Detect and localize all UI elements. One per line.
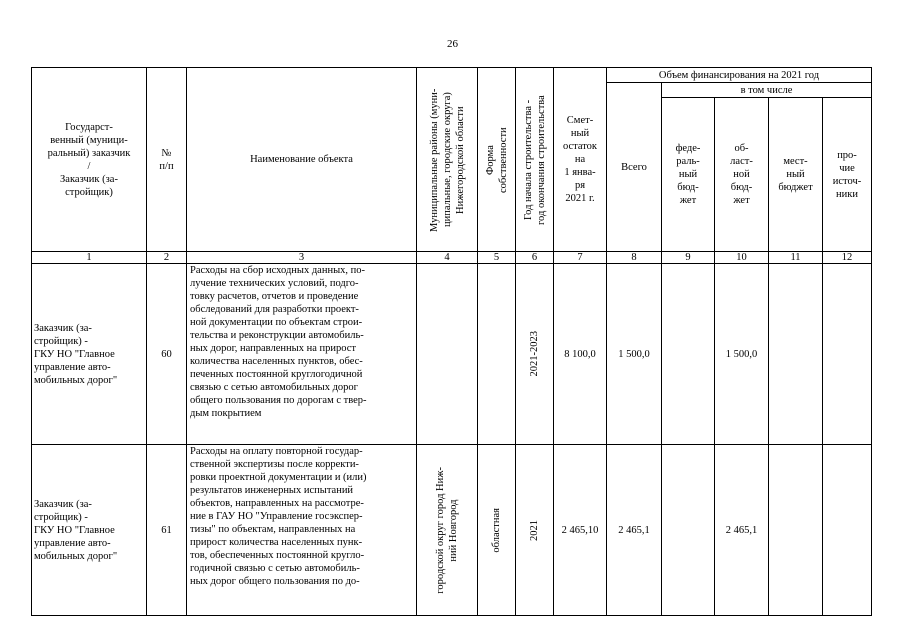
header-federal: феде- раль- ный бюд- жет [662,98,715,252]
column-numbers-row [32,252,872,264]
column-number: 5 [478,252,516,264]
header-district: Муниципальные районы (муни- ципальные, городские округа) Нижегородской области [428,87,466,232]
row-local [769,445,823,616]
row-customer: Заказчик (за- стройщик) - ГКУ НО "Главное управление авто- мобильных дорог" [32,445,147,616]
header-regional: об- ласт- ной бюд- жет [715,98,769,252]
column-number: 6 [516,252,554,264]
row-customer: Заказчик (за- стройщик) - ГКУ НО "Главное управление авто- мобильных дорог" [32,264,147,445]
row-balance: 8 100,0 [554,264,607,445]
header-district-cell [417,68,478,252]
row-local [769,264,823,445]
header-including: в том числе [662,83,872,98]
column-number: 7 [554,252,607,264]
row-ownership-cell [478,264,516,445]
row-district: городской округ город Ниж- ний Новгород [435,466,459,594]
row-years: 2021-2023 [529,331,540,377]
row-object: Расходы на оплату повторной государ- ственной экспертизы после корректи- ровки проектной документации и (или) результатов инженерных испытаний объектов, направленных на рассмотре- ние в ГАУ НО "Управление госэкспер- тизы" по объектам, направленных на прирост количества населенных пунк- тов, обеспеченных постоянной кругло- годичной связью с сетью автомобиль- ных дорог общего пользования по до- [190,446,367,587]
column-number: 12 [823,252,872,264]
page-number: 26 [447,38,458,50]
header-ownership: Форма собственности [484,126,509,193]
row-other [823,264,872,445]
row-total: 1 500,0 [607,264,662,445]
financing-table [31,67,872,616]
column-number: 9 [662,252,715,264]
header-customer: Государст- венный (муници- pальный) заказчик / Заказчик (за- стройщик) [32,68,147,252]
row-num: 61 [147,445,187,616]
row-num: 60 [147,264,187,445]
row-years: 2021 [529,519,540,541]
row-years-cell [516,264,554,445]
column-number: 1 [32,252,147,264]
row-ownership-cell [478,445,516,616]
row-years-cell [516,445,554,616]
table-row [32,445,872,616]
column-number: 11 [769,252,823,264]
row-balance: 2 465,10 [554,445,607,616]
row-total: 2 465,1 [607,445,662,616]
column-number: 4 [417,252,478,264]
row-regional: 2 465,1 [715,445,769,616]
table-row [32,264,872,445]
header-funding-title: Объем финансирования на 2021 год [607,68,872,83]
header-years-cell [516,68,554,252]
row-federal [662,264,715,445]
header-balance: Смет- ный остаток на 1 янва- ря 2021 г. [554,68,607,252]
header-ownership-cell [478,68,516,252]
row-district-cell [417,264,478,445]
header-years: Год начала строительства - год окончания строительства [522,94,547,225]
row-other [823,445,872,616]
row-object: Расходы на сбор исходных данных, по- лучение технических условий, подго- товку расчетов, отчетов и проведение обследований для разработки проект- ной документации по объектам строи- тельства и реконструкции автомобиль- ных дорог, направленных на прирост количества населенных пунктов, обес- печенных постоянной круглогодичной связью с сетью автомобильных дорог общего пользования по дорогам с твер- дым покрытием [187,264,417,445]
column-number: 8 [607,252,662,264]
header-other: про- чие источ- ники [823,98,872,252]
row-object-cell [187,445,417,616]
header-total: Всего [607,83,662,252]
header-local: мест- ный бюджет [769,98,823,252]
row-ownership: областная [491,507,502,553]
row-district-cell [417,445,478,616]
header-object-name: Наименование объекта [187,68,417,252]
column-number: 2 [147,252,187,264]
column-number: 3 [187,252,417,264]
row-regional: 1 500,0 [715,264,769,445]
column-number: 10 [715,252,769,264]
row-federal [662,445,715,616]
header-num: № п/п [147,68,187,252]
